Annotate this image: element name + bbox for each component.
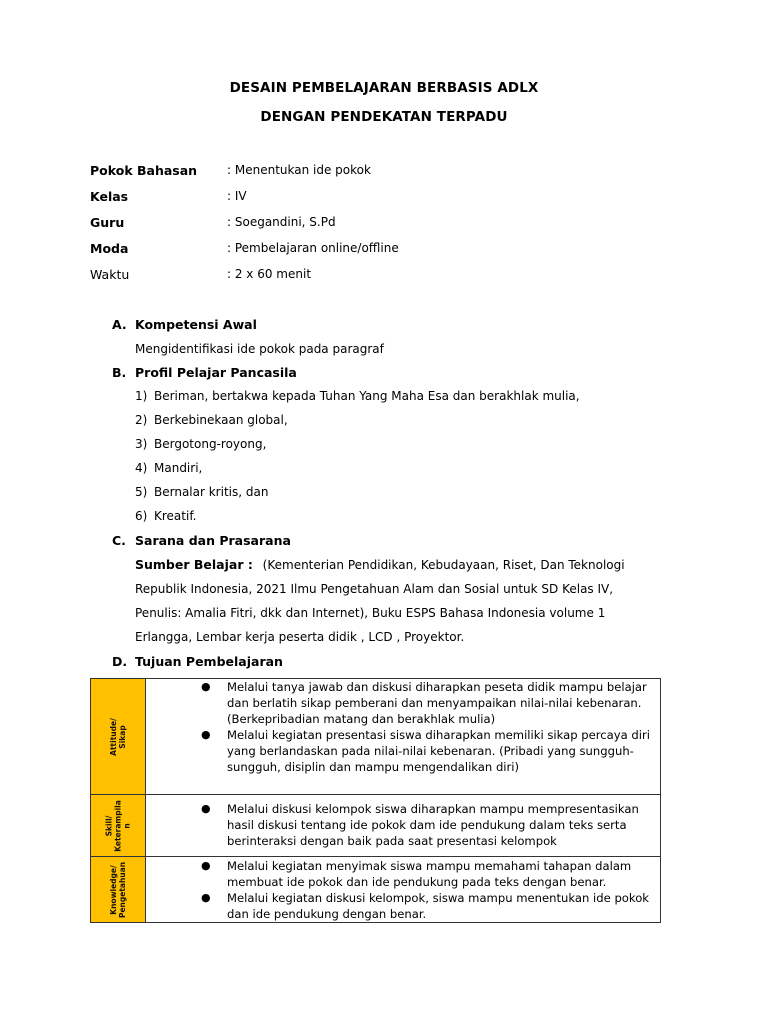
doc-title-line2: DENGAN PENDEKATAN TERPADU [260,109,508,125]
bullet-text-line: berinteraksi dengan baik pada saat presentasi kelompok [227,834,557,848]
info-value: : Pembelajaran online/offline [227,241,399,255]
list-item [146,858,660,890]
sumber-belajar-line: Erlangga, Lembar kerja peserta didik , LCD , Proyektor. [135,630,465,644]
bullet-list [146,679,660,775]
list-text: Berkebinekaan global, [154,413,288,427]
section-title: Profil Pelajar Pancasila [135,365,297,380]
row-label-cell [91,679,146,795]
info-label: Guru [90,215,125,230]
table-row [91,857,661,923]
bullet-text-line: membuat ide pokok dan ide pendukung pada teks dengan benar. [227,875,607,889]
info-label: Kelas [90,189,129,204]
row-label [109,861,127,917]
section-letter: C. [112,533,126,548]
list-text: Bernalar kritis, dan [154,485,269,499]
row-label-line: Knowledge/ [109,864,118,915]
bullet-text-line: yang berlandaskan pada nilai-nilai kebenaran. (Pribadi yang sungguh- [227,744,634,758]
bullet-icon: ● [201,680,211,693]
section-letter: B. [112,365,127,380]
list-number: 2) [135,413,148,427]
list-item [146,890,660,922]
bullet-text-line: Melalui tanya jawab dan diskusi diharapkan peseta didik mampu belajar [227,680,647,694]
list-number: 1) [135,389,148,403]
row-label [109,718,127,756]
row-label [105,800,132,852]
bullet-text-line: hasil diskusi tentang ide pokok dam ide pendukung dalam teks serta [227,818,627,832]
bullet-text-line: Melalui diskusi kelompok siswa diharapkan mampu mempresentasikan [227,802,639,816]
doc-title-line1: DESAIN PEMBELAJARAN BERBASIS ADLX [229,80,539,96]
bullet-text-line: Melalui kegiatan presentasi siswa diharapkan memiliki sikap percaya diri [227,728,650,742]
row-label-cell [91,795,146,857]
list-number: 4) [135,461,148,475]
bullet-icon: ● [201,802,211,815]
info-value: : IV [227,189,247,203]
info-label: Pokok Bahasan [90,163,198,178]
sumber-belajar-label: Sumber Belajar : [135,557,253,572]
sumber-belajar-line [135,557,625,572]
list-number: 6) [135,509,148,523]
list-item [135,485,268,499]
row-label-line: Keterampila [113,799,123,852]
list-text: Kreatif. [154,509,197,523]
list-item [146,679,660,727]
list-item [146,801,660,849]
sumber-belajar-line: Republik Indonesia, 2021 Ilmu Pengetahuan Alam dan Sosial untuk SD Kelas IV, [135,582,614,596]
section-title: Sarana dan Prasarana [135,533,291,548]
row-content-cell [146,857,661,923]
sumber-belajar-text: (Kementerian Pendidikan, Kebudayaan, Riset, Dan Teknologi [262,558,625,572]
bullet-text-line: dan berlatih sikap pemberani dan menyampaikan nilai-nilai kebenaran. [227,696,642,710]
section-title: Kompetensi Awal [135,317,257,332]
row-label-line: Skill/ [104,815,114,836]
list-text: Beriman, bertakwa kepada Tuhan Yang Maha Esa dan berakhlak mulia, [154,389,580,403]
bullet-text-line: dan ide pendukung dengan benar. [227,907,427,921]
bullet-text-line: (Berkepribadian matang dan berakhlak mulia) [227,712,496,726]
row-content-cell [146,795,661,857]
row-label-line: n [122,822,132,829]
row-content-cell [146,679,661,795]
bullet-list [146,801,660,849]
list-item [135,461,202,475]
info-label: Waktu [90,267,130,282]
list-text: Bergotong-royong, [154,437,267,451]
table-row [91,679,661,795]
list-item [135,437,266,451]
bullet-list [146,858,660,922]
tujuan-pembelajaran-table [90,678,661,923]
bullet-text-line: sungguh, disiplin dan mampu mengendalikan diri) [227,760,520,774]
bullet-icon: ● [201,891,211,904]
bullet-text-line: Melalui kegiatan menyimak siswa mampu memahami tahapan dalam [227,859,632,873]
row-label-line: Sikap [118,724,127,749]
list-item [135,509,196,523]
bullet-icon: ● [201,859,211,872]
section-title: Tujuan Pembelajaran [135,654,283,669]
row-label-cell [91,857,146,923]
row-label-line: Pengetahuan [118,861,127,918]
sumber-belajar-line: Penulis: Amalia Fitri, dkk dan Internet), Buku ESPS Bahasa Indonesia volume 1 [135,606,606,620]
list-text: Mandiri, [154,461,203,475]
info-value: : 2 x 60 menit [227,267,312,281]
section-letter: D. [112,654,128,669]
list-item [135,389,580,403]
info-value: : Menentukan ide pokok [227,163,371,177]
info-value: : Soegandini, S.Pd [227,215,336,229]
bullet-text-line: Melalui kegiatan diskusi kelompok, siswa mampu menentukan ide pokok [227,891,650,905]
section-a-text: Mengidentifikasi ide pokok pada paragraf [135,342,384,356]
bullet-icon: ● [201,728,211,741]
section-letter: A. [112,317,127,332]
info-label: Moda [90,241,129,256]
list-item [146,727,660,775]
table-row [91,795,661,857]
list-number: 3) [135,437,148,451]
list-number: 5) [135,485,148,499]
row-label-line: Attitude/ [109,717,118,756]
list-item [135,413,288,427]
